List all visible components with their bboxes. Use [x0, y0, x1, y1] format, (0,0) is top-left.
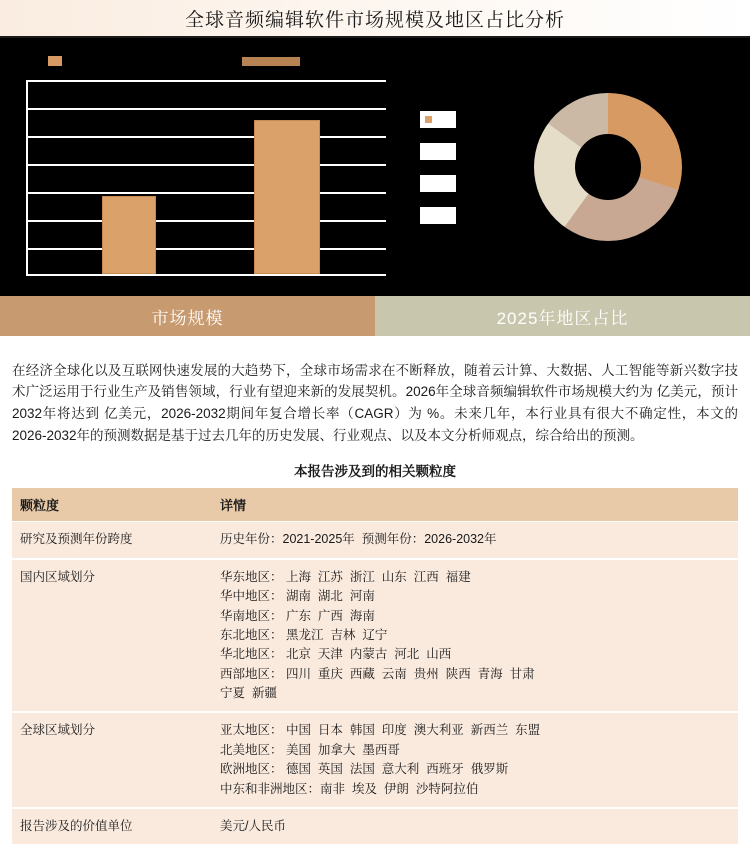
gridline: [28, 136, 386, 138]
legend-item: [420, 111, 456, 128]
table-cell-detail: [212, 559, 738, 713]
table-cell-name: 全球区域划分: [12, 712, 212, 808]
table-cell-name: 研究及预测年份跨度: [12, 522, 212, 559]
table-cell-name: 国内区域划分: [12, 559, 212, 713]
detail-line: 欧洲地区： 德国 英国 法国 意大利 西班牙 俄罗斯: [220, 762, 509, 777]
page-header: [0, 0, 750, 38]
gridline: [28, 192, 386, 194]
legend-swatch-icon: [48, 56, 62, 66]
table-row: [12, 808, 738, 845]
table-header-row: [12, 488, 738, 522]
table-cell-detail: [212, 522, 738, 559]
table-cell-detail: [212, 808, 738, 845]
legend-item: [420, 143, 456, 160]
section-tabs: [0, 296, 750, 336]
body-paragraph: 在经济全球化以及互联网快速发展的大趋势下，全球市场需求在不断释放，随着云计算、大数据、人工智能等新兴数字技术广泛运用于行业生产及销售领域，行业有望迎来新的发展契机。2026年全球音频编辑软件市场规模大约为 亿美元，预计2032年将达到 亿美元，2026-2032期间年复合增长率（CAGR）为 %。未来几年，本行业具有很大不确定性，本文的2026-2032年的预测数据是基于过去几年的历史发展、行业观点、以及本文分析师观点，综合给出的预测。: [12, 362, 738, 444]
detail-line: 北美地区： 美国 加拿大 墨西哥: [220, 742, 400, 757]
detail-line: 宁夏 新疆: [220, 686, 277, 701]
bar-chart: [0, 38, 410, 296]
gridline: [28, 164, 386, 166]
legend-label-redacted: [242, 57, 300, 66]
detail-line: 亚太地区： 中国 日本 韩国 印度 澳大利亚 新西兰 东盟: [220, 723, 541, 738]
gridline: [28, 220, 386, 222]
table-row: [12, 712, 738, 808]
donut-chart: [410, 38, 750, 296]
bar: [254, 120, 320, 274]
table-row: [12, 522, 738, 559]
gridline: [28, 108, 386, 110]
legend-item: [420, 175, 456, 192]
table-header-cell: 颗粒度: [12, 488, 212, 522]
tab-region-share[interactable]: [375, 296, 750, 336]
donut-wrap: [466, 93, 750, 241]
table-cell-name: 报告涉及的价值单位: [12, 808, 212, 845]
table-cell-detail: [212, 712, 738, 808]
gridline: [28, 80, 386, 82]
granularity-table: [12, 488, 738, 846]
charts-band: [0, 38, 750, 296]
tab-market-size[interactable]: [0, 296, 375, 336]
detail-line: 中东和非洲地区：南非 埃及 伊朗 沙特阿拉伯: [220, 781, 479, 796]
table-caption: 本报告涉及到的相关颗粒度: [294, 464, 456, 480]
table-header-cell: 详情: [212, 488, 738, 522]
detail-line: 华东地区： 上海 江苏 浙江 山东 江西 福建: [220, 569, 471, 584]
detail-line: 美元/人民币: [220, 818, 286, 833]
bar-chart-plot: [26, 80, 386, 276]
legend-item: [242, 57, 300, 66]
detail-line: 华中地区： 湖南 湖北 河南: [220, 589, 375, 604]
donut-chart-legend: [420, 111, 466, 224]
gridline: [28, 248, 386, 250]
tab-region-share-label: 2025年地区占比: [496, 308, 629, 328]
detail-line: 华北地区： 北京 天津 内蒙古 河北 山西: [220, 647, 452, 662]
page-title: 全球音频编辑软件市场规模及地区占比分析: [184, 9, 565, 31]
detail-line: 西部地区： 四川 重庆 西藏 云南 贵州 陕西 青海 甘肃: [220, 666, 535, 681]
bar: [102, 196, 156, 274]
tab-market-size-label: 市场规模: [151, 308, 224, 328]
donut-graphic: [534, 93, 682, 241]
body-section: [0, 336, 750, 480]
legend-item: [420, 207, 456, 224]
table-row: [12, 559, 738, 713]
bar-chart-legend: [10, 46, 400, 76]
detail-line: 华南地区： 广东 广西 海南: [220, 608, 375, 623]
legend-item: [48, 56, 62, 66]
detail-line: 东北地区： 黑龙江 吉林 辽宁: [220, 627, 388, 642]
detail-line: 历史年份：2021-2025年 预测年份：2026-2032年: [220, 532, 497, 547]
